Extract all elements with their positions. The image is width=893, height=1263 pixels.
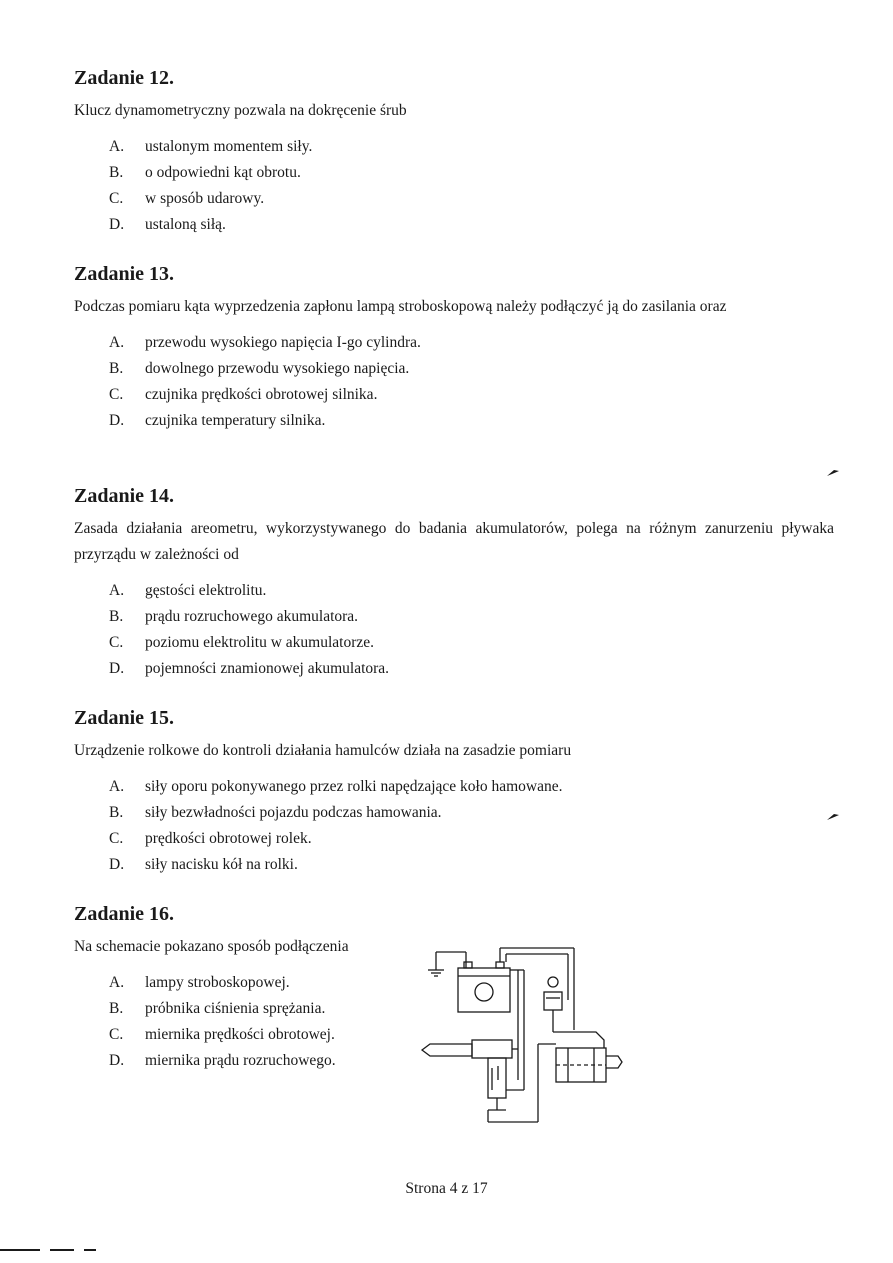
answer-letter: B. — [109, 608, 124, 625]
answer-letter: B. — [109, 804, 124, 821]
answer-letter: D. — [109, 216, 125, 233]
task-question: Na schemacie pokazano sposób podłączenia — [74, 938, 349, 955]
answer-option — [109, 330, 834, 356]
answer-letter: A. — [109, 778, 125, 795]
task-question: Klucz dynamometryczny pozwala na dokręcenie śrub — [74, 102, 407, 119]
bottom-scan-edge — [0, 1239, 130, 1257]
answer-option — [109, 186, 834, 212]
answer-option — [109, 852, 834, 878]
task-heading: Zadanie 15. — [74, 707, 175, 729]
answer-text: siły oporu pokonywanego przez rolki napędzające koło hamowane. — [145, 778, 563, 795]
answer-option — [109, 774, 834, 800]
task-16 — [74, 902, 414, 1074]
answer-text: ustalonym momentem siły. — [145, 138, 313, 155]
answer-text: przewodu wysokiego napięcia I-go cylindra. — [145, 334, 421, 351]
answer-option — [109, 604, 834, 630]
answer-list — [109, 134, 834, 238]
answer-letter: A. — [109, 334, 125, 351]
scan-mark-icon — [826, 812, 840, 826]
answer-letter: B. — [109, 360, 124, 377]
answer-letter: C. — [109, 190, 124, 207]
answer-text: próbnika ciśnienia sprężania. — [145, 1000, 326, 1017]
answer-text: w sposób udarowy. — [145, 190, 265, 207]
answer-letter: D. — [109, 660, 125, 677]
answer-text: prądu rozruchowego akumulatora. — [145, 608, 359, 625]
task-heading: Zadanie 12. — [74, 67, 175, 89]
answer-option — [109, 800, 834, 826]
answer-option — [109, 356, 834, 382]
answer-letter: D. — [109, 412, 125, 429]
task-12 — [74, 66, 834, 238]
answer-option — [109, 1048, 414, 1074]
answer-option — [109, 826, 834, 852]
answer-letter: A. — [109, 138, 125, 155]
answer-text: lampy stroboskopowej. — [145, 974, 290, 991]
answer-text: siły nacisku kół na rolki. — [145, 856, 298, 873]
answer-letter: A. — [109, 582, 125, 599]
answer-option — [109, 996, 414, 1022]
answer-text: dowolnego przewodu wysokiego napięcia. — [145, 360, 410, 377]
answer-letter: A. — [109, 974, 125, 991]
answer-letter: D. — [109, 1052, 125, 1069]
answer-text: ustaloną siłą. — [145, 216, 226, 233]
task-question: Podczas pomiaru kąta wyprzedzenia zapłonu lampą stroboskopową należy podłączyć ją do zasilania oraz — [74, 298, 727, 315]
answer-option — [109, 970, 414, 996]
answer-option — [109, 160, 834, 186]
answer-text: poziomu elektrolitu w akumulatorze. — [145, 634, 374, 651]
answer-text: miernika prądu rozruchowego. — [145, 1052, 336, 1069]
answer-text: gęstości elektrolitu. — [145, 582, 267, 599]
answer-list — [109, 330, 834, 434]
task-question: Urządzenie rolkowe do kontroli działania hamulców działa na zasadzie pomiaru — [74, 742, 572, 759]
answer-letter: C. — [109, 634, 124, 651]
answer-letter: D. — [109, 856, 125, 873]
answer-option — [109, 1022, 414, 1048]
task-15 — [74, 706, 834, 878]
answer-letter: C. — [109, 830, 124, 847]
task-heading: Zadanie 16. — [74, 903, 175, 925]
answer-option — [109, 408, 834, 434]
answer-option — [109, 630, 834, 656]
answer-list — [109, 970, 414, 1074]
answer-text: pojemności znamionowej akumulatora. — [145, 660, 390, 677]
page-number: Strona 4 z 17 — [405, 1180, 488, 1197]
answer-option — [109, 134, 834, 160]
scan-mark-icon — [826, 468, 840, 482]
answer-option — [109, 382, 834, 408]
task-14 — [74, 484, 834, 682]
answer-text: o odpowiedni kąt obrotu. — [145, 164, 301, 181]
answer-letter: C. — [109, 1026, 124, 1043]
answer-letter: B. — [109, 1000, 124, 1017]
answer-option — [109, 578, 834, 604]
answer-list — [109, 578, 834, 682]
task-question: Zasada działania areometru, wykorzystywanego do badania akumulatorów, polega na różnym zanurzeniu pływaka przyrządu w zależności od — [74, 520, 834, 563]
answer-text: czujnika prędkości obrotowej silnika. — [145, 386, 378, 403]
answer-text: czujnika temperatury silnika. — [145, 412, 326, 429]
answer-text: prędkości obrotowej rolek. — [145, 830, 312, 847]
answer-option — [109, 656, 834, 682]
task-heading: Zadanie 13. — [74, 263, 175, 285]
answer-text: siły bezwładności pojazdu podczas hamowania. — [145, 804, 442, 821]
wiring-schematic-icon — [418, 940, 640, 1125]
answer-text: miernika prędkości obrotowej. — [145, 1026, 335, 1043]
task-heading: Zadanie 14. — [74, 485, 175, 507]
answer-letter: B. — [109, 164, 124, 181]
answer-option — [109, 212, 834, 238]
task-13 — [74, 262, 834, 434]
answer-letter: C. — [109, 386, 124, 403]
answer-list — [109, 774, 834, 878]
